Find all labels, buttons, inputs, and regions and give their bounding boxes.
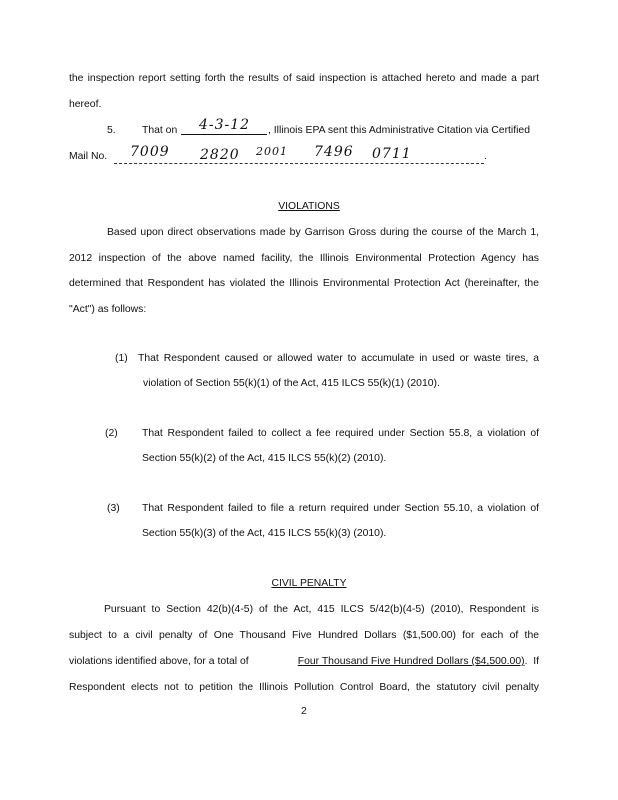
- violation-number: (2): [105, 428, 118, 439]
- body-text-line: hereof.: [69, 99, 102, 110]
- date-blank: [181, 117, 267, 135]
- penalty-text-line: [69, 656, 539, 667]
- page-number: 2: [301, 706, 307, 717]
- mail-number-part: 2001: [256, 145, 288, 158]
- violation-text-line: violation of Section 55(k)(1) of the Act, 415 ILCS 55(k)(1) (2010).: [143, 378, 440, 389]
- violations-intro-line: Based upon direct observations made by Garrison Gross during the course of the March 1,: [107, 227, 539, 238]
- violation-number: (1): [115, 353, 128, 364]
- violations-intro-line: determined that Respondent has violated the Illinois Environmental Protection Act (hereinafter, the: [69, 278, 539, 289]
- mail-number-part: 7009: [130, 144, 170, 160]
- citation-text: , Illinois EPA sent this Administrative Citation via Certified: [268, 125, 530, 136]
- mail-number-part: 2820: [200, 147, 240, 163]
- penalty-text-segment: . If: [524, 656, 539, 667]
- mail-number-part: 0711: [372, 146, 412, 162]
- violation-text-line: Section 55(k)(3) of the Act, 415 ILCS 55(k)(3) (2010).: [142, 528, 387, 539]
- mail-period: .: [484, 151, 487, 162]
- violation-number: (3): [107, 503, 120, 514]
- penalty-text-segment: violations identified above, for a total of: [69, 656, 252, 667]
- violation-text-line: Section 55(k)(2) of the Act, 415 ILCS 55(k)(2) (2010).: [142, 453, 387, 464]
- violation-text-line: That Respondent failed to file a return required under Section 55.10, a violation of: [142, 503, 539, 514]
- mail-number-part: 7496: [314, 144, 354, 160]
- paragraph-number: 5.: [107, 125, 116, 136]
- penalty-total: Four Thousand Five Hundred Dollars ($4,500.00): [297, 656, 525, 667]
- mail-label: Mail No.: [69, 151, 108, 162]
- handwritten-date: 4-3-12: [199, 117, 251, 133]
- penalty-text-line: Pursuant to Section 42(b)(4-5) of the Act, 415 ILCS 5/42(b)(4-5) (2010), Respondent is: [104, 604, 539, 615]
- penalty-text-line: Respondent elects not to petition the Illinois Pollution Control Board, the statutory civil penalty: [69, 682, 539, 693]
- that-on-text: That on: [142, 125, 178, 136]
- body-text-line: the inspection report setting forth the results of said inspection is attached hereto and made a part: [69, 73, 539, 84]
- violations-intro-line: 2012 inspection of the above named facility, the Illinois Environmental Protection Agency has: [69, 253, 539, 264]
- penalty-text-line: subject to a civil penalty of One Thousand Five Hundred Dollars ($1,500.00) for each of the: [69, 630, 539, 641]
- violations-heading: VIOLATIONS: [278, 201, 340, 212]
- violation-text-line: That Respondent failed to collect a fee required under Section 55.8, a violation of: [142, 428, 539, 439]
- violations-intro-line: "Act") as follows:: [69, 304, 147, 315]
- civil-penalty-heading: CIVIL PENALTY: [271, 578, 347, 589]
- violation-text-line: That Respondent caused or allowed water to accumulate in used or waste tires, a: [138, 353, 539, 364]
